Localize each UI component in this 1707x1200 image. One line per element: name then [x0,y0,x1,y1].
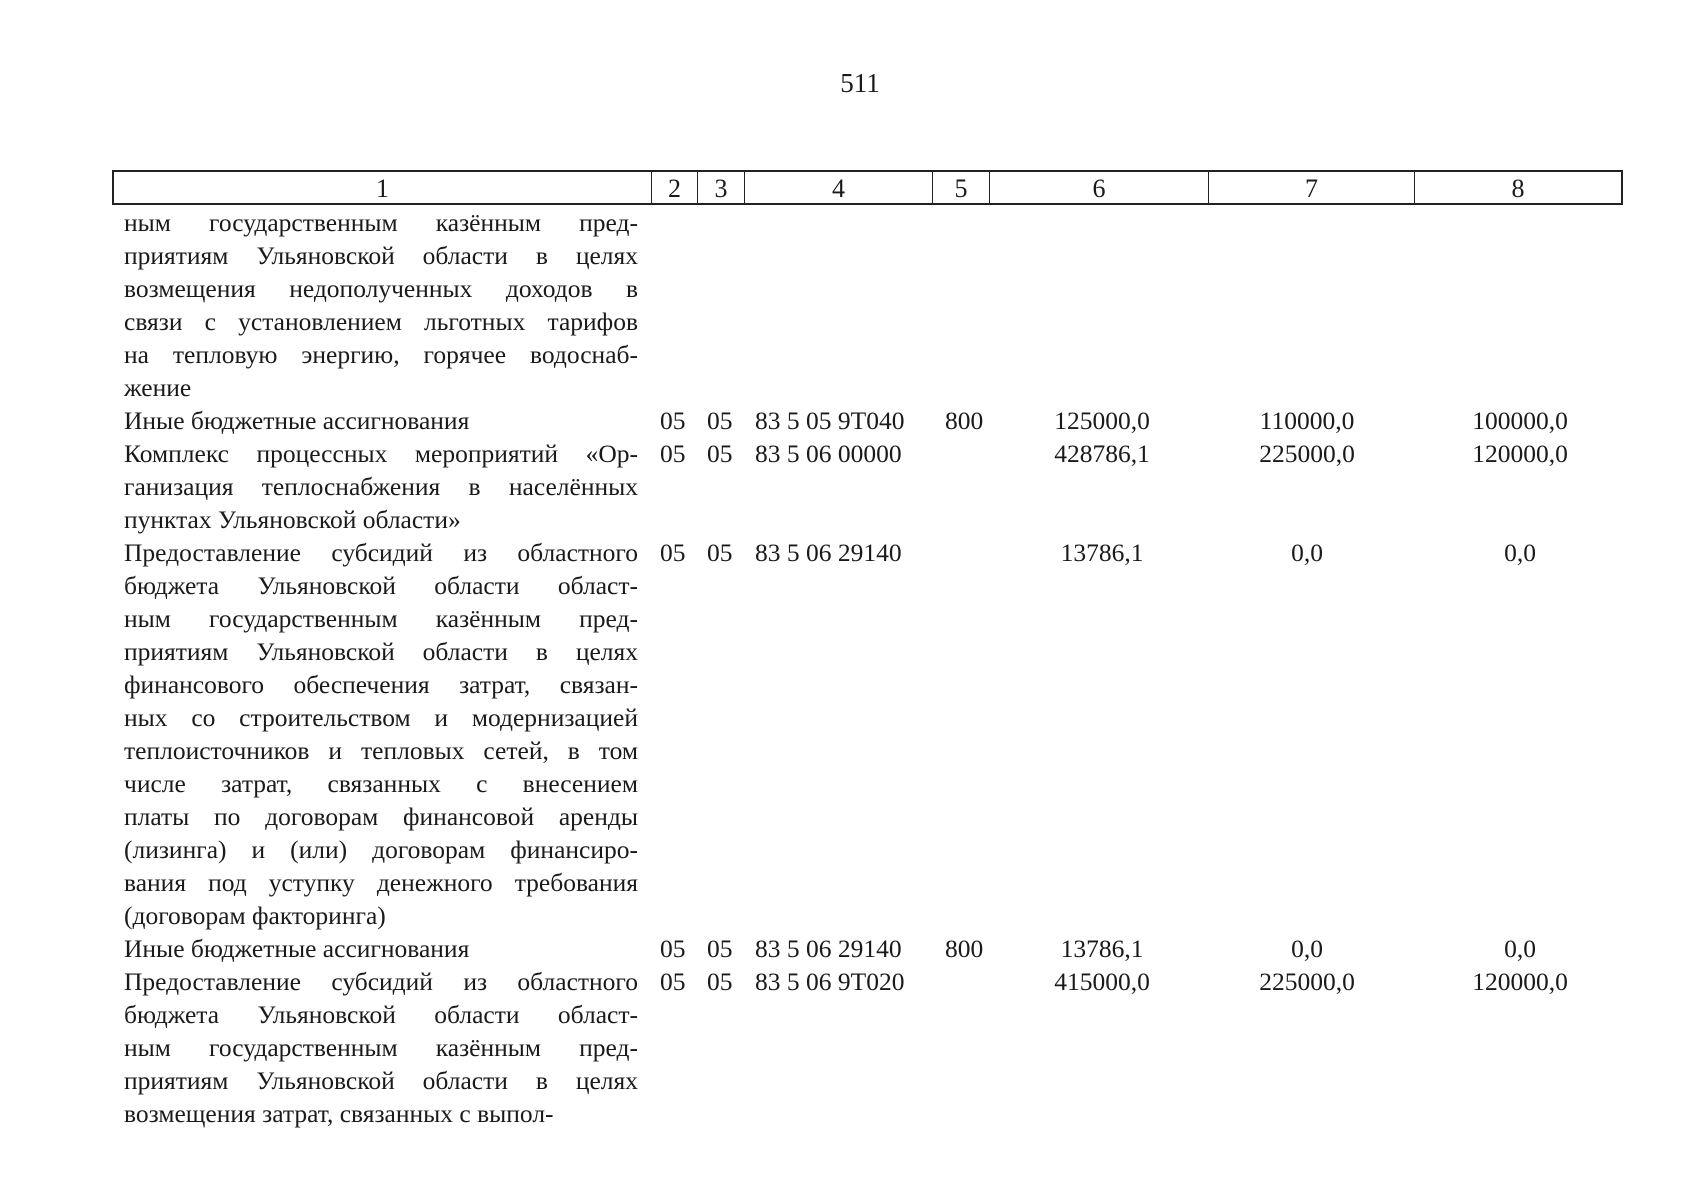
row-description [124,965,638,1130]
description-line: ных со строительством и модернизацией [124,703,638,732]
cell-col-6: 125000,0 [1054,406,1150,435]
description-line: ганизация теплоснабжения в населённых [124,472,638,501]
description-line: числе затрат, связанных с внесением [124,769,638,798]
description-line: Комплекс процессных мероприятий «Ор- [124,439,638,468]
column-header-3: 3 [698,172,745,203]
column-header-7: 7 [1209,172,1415,203]
row-description [124,536,638,932]
cell-col-2: 05 [660,406,686,435]
description-line: теплоисточников и тепловых сетей, в том [124,736,638,765]
cell-col-3: 05 [707,406,733,435]
table-row [0,932,1707,965]
cell-col-2: 05 [660,967,686,996]
column-header-8: 8 [1511,174,1525,203]
description-line: Иные бюджетные ассигнования [124,406,470,435]
description-line: (договорам факторинга) [124,901,386,930]
cell-col-4: 83 5 06 9Т020 [755,967,905,996]
cell-col-4: 83 5 05 9Т040 [755,406,905,435]
description-line: Предоставление субсидий из областного [124,967,638,996]
description-line: пунктах Ульяновской области» [124,505,461,534]
row-description [124,404,638,437]
cell-col-3: 05 [707,967,733,996]
cell-col-7: 0,0 [1291,538,1323,567]
description-line: приятиям Ульяновской области в целях [124,637,638,666]
description-line: (лизинга) и (или) договорам финансиро- [124,835,638,864]
cell-col-4: 83 5 06 00000 [755,439,902,468]
row-description [124,206,638,404]
description-line: ным государственным казённым пред- [124,604,638,633]
column-header-row [112,170,1623,205]
cell-col-4: 83 5 06 29140 [755,934,902,963]
column-header-4: 4 [745,172,933,203]
cell-col-8: 120000,0 [1472,439,1568,468]
description-line: платы по договорам финансовой аренды [124,802,638,831]
cell-col-6: 13786,1 [1060,934,1144,963]
table-row [0,965,1707,1130]
cell-col-6: 428786,1 [1054,439,1150,468]
cell-col-8: 0,0 [1504,538,1536,567]
description-line: Иные бюджетные ассигнования [124,934,470,963]
description-line: возмещения недополученных доходов в [124,274,638,303]
description-line: ным государственным казённым пред- [124,208,638,237]
cell-col-6: 13786,1 [1060,538,1144,567]
cell-col-8: 120000,0 [1472,967,1568,996]
cell-col-8: 0,0 [1504,934,1536,963]
table-row [0,437,1707,536]
description-line: финансового обеспечения затрат, связан- [124,670,638,699]
page-number: 511 [840,68,880,98]
cell-col-3: 05 [707,934,733,963]
cell-col-7: 110000,0 [1259,406,1355,435]
cell-col-4: 83 5 06 29140 [755,538,902,567]
description-line: бюджета Ульяновской области област- [124,571,638,600]
cell-col-5: 800 [945,406,984,435]
description-line: жение [124,373,192,402]
description-line: приятиям Ульяновской области в целях [124,241,638,270]
column-header-5: 5 [933,172,990,203]
column-header-1: 1 [114,172,652,203]
description-line: возмещения затрат, связанных с выпол- [124,1099,554,1128]
description-line: на тепловую энергию, горячее водоснаб- [124,340,638,369]
table-row [0,404,1707,437]
cell-col-2: 05 [660,439,686,468]
cell-col-2: 05 [660,538,686,567]
cell-col-6: 415000,0 [1054,967,1150,996]
description-line: вания под уступку денежного требования [124,868,638,897]
description-line: ным государственным казённым пред- [124,1033,638,1062]
cell-col-7: 225000,0 [1259,439,1355,468]
description-line: бюджета Ульяновской области област- [124,1000,638,1029]
cell-col-2: 05 [660,934,686,963]
cell-col-7: 225000,0 [1259,967,1355,996]
row-description [124,932,638,965]
cell-col-3: 05 [707,439,733,468]
cell-col-7: 0,0 [1291,934,1323,963]
column-header-6: 6 [990,172,1209,203]
table-body [0,206,1707,1130]
description-line: связи с установлением льготных тарифов [124,307,638,336]
description-line: приятиям Ульяновской области в целях [124,1066,638,1095]
cell-col-5: 800 [945,934,984,963]
cell-col-8: 100000,0 [1472,406,1568,435]
column-header-2: 2 [652,172,698,203]
description-line: Предоставление субсидий из областного [124,538,638,567]
cell-col-3: 05 [707,538,733,567]
table-row [0,206,1707,404]
table-row [0,536,1707,932]
row-description [124,437,638,536]
